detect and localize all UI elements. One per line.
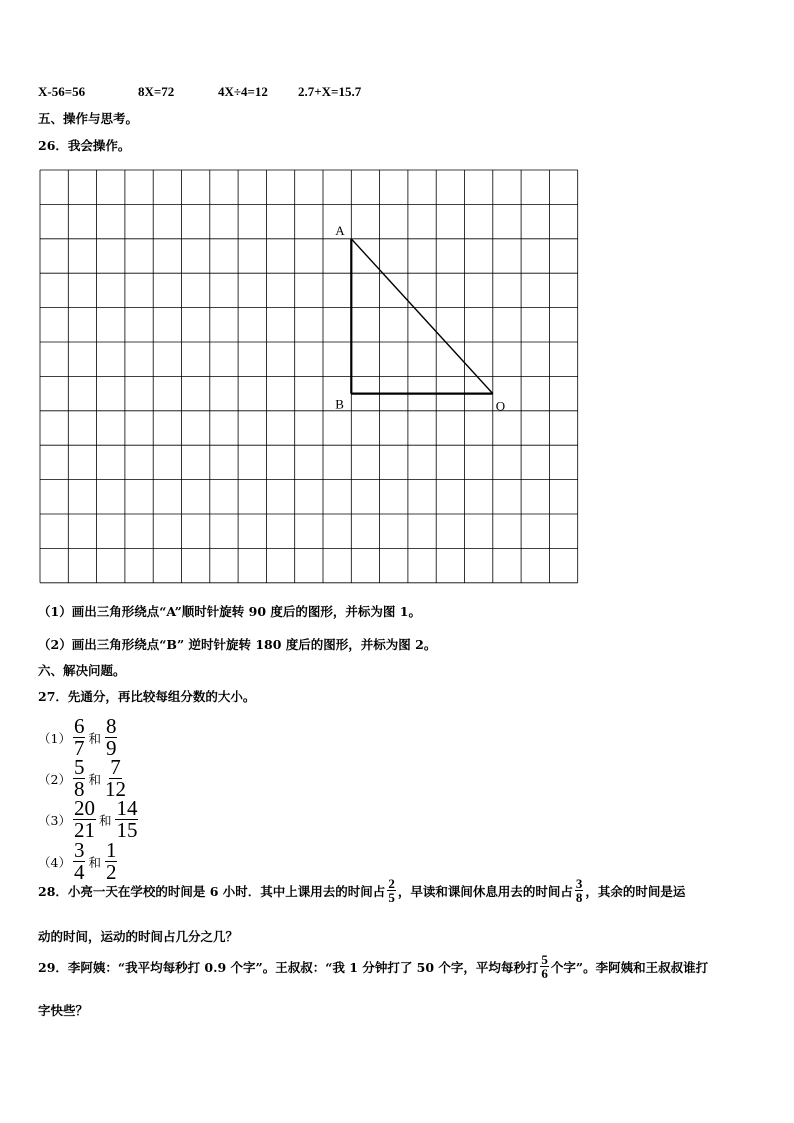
point-o-label: O: [495, 398, 506, 414]
fraction-a: $\frac{3}{4}$: [73, 838, 85, 884]
comparison-label: （4）: [38, 854, 71, 870]
section-6-heading: 六、解决问题。: [38, 663, 126, 678]
comparison-row-2: [38, 757, 126, 800]
and-word: 和: [88, 730, 101, 746]
equation-2: 8X=72: [138, 84, 175, 99]
q29-fraction: $\frac{5}{6}$: [541, 952, 548, 981]
comparison-row-3: [38, 798, 138, 841]
and-word: 和: [88, 771, 101, 787]
fraction-b: $\frac{14}{15}$: [116, 796, 138, 842]
equation-3: 4X÷4=12: [218, 84, 268, 99]
q26-task-2: （2）画出三角形绕点“B” 逆时针旋转 180 度后的图形，并标为图 2。: [38, 637, 437, 652]
q28-line-2: 动的时间，运动的时间占几分之几？: [38, 929, 239, 944]
and-word: 和: [88, 854, 101, 870]
equation-4: 2.7+X=15.7: [298, 84, 362, 99]
comparison-label: （2）: [38, 771, 71, 787]
q29-text-2: 个字”。李阿姨和王叔叔谁打: [550, 959, 709, 975]
q28-text-1: 28．小亮一天在学校的时间是 6 小时．其中上课用去的时间占: [38, 883, 386, 899]
q29-line-2: 字快些？: [38, 1003, 89, 1018]
section-5-heading: 五、操作与思考。: [38, 111, 139, 126]
comparison-label: （1）: [38, 730, 71, 746]
fraction-a: $\frac{5}{8}$: [73, 755, 85, 801]
q26-title: 26．我会操作。: [38, 138, 131, 153]
q26-task-1: （1）画出三角形绕点“A”顺时针旋转 90 度后的图形，并标为图 1。: [38, 604, 421, 619]
q29-text-1: 29．李阿姨：“我平均每秒打 0.9 个字”。王叔叔：“我 1 分钟打了 50 个字，平均每秒打: [38, 959, 539, 975]
side-ao: [351, 239, 493, 394]
equation-1: X-56=56: [38, 84, 86, 99]
triangle-abo: [351, 239, 493, 394]
fraction-b: $\frac{8}{9}$: [105, 714, 117, 760]
q28-fraction-1: $\frac{2}{5}$: [388, 876, 395, 905]
fraction-a: $\frac{20}{21}$: [73, 796, 95, 842]
fraction-b: $\frac{1}{2}$: [105, 838, 117, 884]
grid-lines: [40, 170, 578, 583]
comparison-row-1: [38, 716, 117, 759]
point-b-label: B: [335, 396, 344, 412]
fraction-a: $\frac{6}{7}$: [73, 714, 85, 760]
q28-text-3: ，其余的时间是运: [585, 883, 686, 899]
point-a-label: A: [335, 222, 345, 238]
q28-fraction-2: $\frac{3}{8}$: [575, 876, 583, 905]
q27-title: 27．先通分，再比较每组分数的大小。: [38, 689, 256, 704]
grid-figure: [30, 160, 590, 590]
fraction-b: $\frac{7}{12}$: [104, 755, 126, 801]
comparison-label: （3）: [38, 812, 71, 828]
q28-line-1: [38, 877, 685, 904]
q28-text-2: ，早读和课间休息用去的时间占: [397, 883, 573, 899]
q29-line-1: [38, 953, 708, 980]
and-word: 和: [98, 812, 112, 828]
